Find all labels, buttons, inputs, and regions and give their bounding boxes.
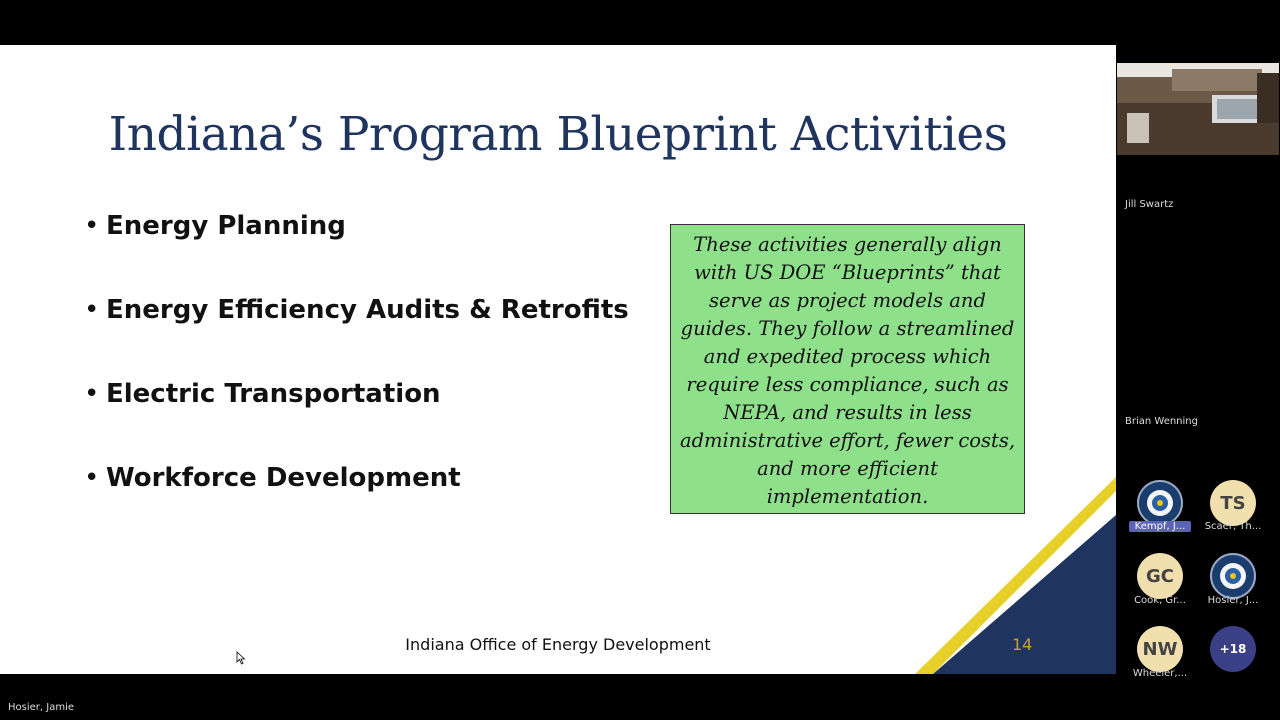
participant-label: Wheeler,... [1132, 668, 1188, 679]
slide-footer: Indiana Office of Energy Development [405, 635, 711, 654]
participant-name: Brian Wenning [1125, 416, 1198, 427]
participant-label: Hosier, J... [1207, 595, 1259, 606]
bullet-item: • Energy Planning [84, 211, 629, 295]
participant-label: Kempf, J... [1129, 521, 1191, 532]
bullet-list [84, 211, 629, 547]
participant-video[interactable] [1117, 63, 1279, 155]
bullet-item: • Electric Transportation [84, 379, 629, 463]
participant-avatar[interactable] [1137, 626, 1183, 672]
participant-avatar[interactable] [1210, 553, 1256, 599]
agency-seal-icon [1137, 480, 1183, 526]
active-speaker-name: Hosier, Jamie [8, 702, 74, 713]
more-participants-button[interactable]: +18 [1210, 626, 1256, 672]
bullet-item: • Energy Efficiency Audits & Retrofits [84, 295, 629, 379]
participant-avatar[interactable] [1137, 480, 1183, 526]
bullet-item: • Workforce Development [84, 463, 629, 547]
slide-title: Indiana’s Program Blueprint Activities [108, 107, 1008, 162]
avatar-initials: TS [1220, 492, 1246, 514]
mouse-cursor-icon [236, 651, 246, 665]
agency-seal-icon [1210, 553, 1256, 599]
participant-avatar[interactable] [1137, 553, 1183, 599]
slide-page-number: 14 [1012, 635, 1033, 654]
callout-box: These activities generally align with US DOE “Blueprints” that serve as project models and guides. They follow a streamlined and expedited process which require less compliance, such as NEPA, and results in less administrative effort, fewer costs, and more efficient implementation. [670, 224, 1025, 514]
participant-avatar[interactable] [1210, 480, 1256, 526]
video-feed-image [1117, 63, 1279, 155]
participant-label: Cook, Gr... [1134, 595, 1186, 606]
avatar-initials: GC [1146, 565, 1174, 587]
avatar-initials: NW [1142, 638, 1178, 660]
presentation-slide [0, 45, 1116, 674]
participant-name: Jill Swartz [1125, 199, 1174, 210]
participant-label: Scaer, Th... [1204, 521, 1262, 532]
